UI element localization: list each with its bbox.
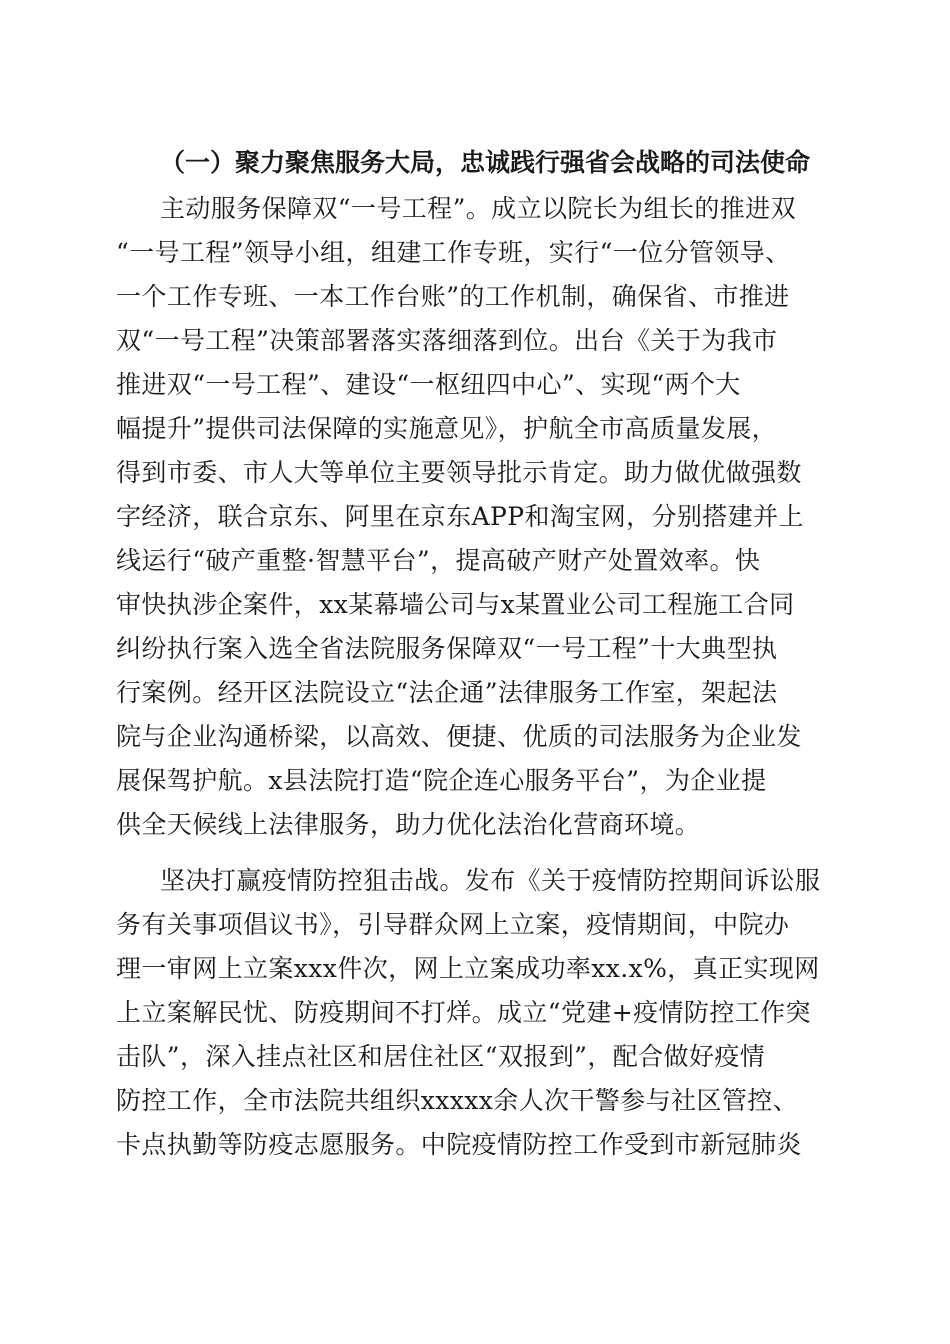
paragraph-line: 务有关事项倡议书》，引导群众网上立案，疫情期间，中院办 [116,910,790,939]
paragraph-line: 院与企业沟通桥梁，以高效、便捷、优质的司法服务为企业发 [116,722,802,751]
paragraph-line: 行案例。经开区法院设立“法企通”法律服务工作室，架起法 [116,678,778,707]
paragraph-line: “一号工程”领导小组，组建工作专班，实行“一位分管领导、 [116,238,791,267]
paragraph-line: 纠纷执行案入选全省法院服务保障双“一号工程”十大典型执 [116,634,778,663]
paragraph-line: 击队”，深入挂点社区和居住社区“双报到”，配合做好疫情 [116,1042,766,1071]
paragraph-line: 坚决打赢疫情防控狙击战。发布《关于疫情防控期间诉讼服 [160,866,821,895]
paragraph-line: 卡点执勤等防疫志愿服务。中院疫情防控工作受到市新冠肺炎 [116,1130,802,1159]
paragraph-line: 字经济，联合京东、阿里在京东APP和淘宝网，分别搭建并上 [116,502,804,531]
paragraph-line: 得到市委、市人大等单位主要领导批示肯定。助力做优做强数 [116,458,802,487]
paragraph-line: 理一审网上立案xxx件次，网上立案成功率xx.x%，真正实现网 [116,954,820,983]
section-heading: （一）聚力聚焦服务大局，忠诚践行强省会战略的司法使命 [160,148,811,177]
paragraph-line: 幅提升”提供司法保障的实施意见》，护航全市高质量发展， [116,414,778,443]
paragraph-line: 防控工作，全市法院共组织xxxxx余人次干警参与社区管控、 [116,1086,799,1115]
paragraph-line: 一个工作专班、一本工作台账”的工作机制，确保省、市推进 [116,282,790,311]
paragraph-line: 供全天候线上法律服务，助力优化法治化营商环境。 [116,810,701,839]
paragraph-line: 主动服务保障双“一号工程”。成立以院长为组长的推进双 [160,194,796,223]
paragraph-line: 线运行“破产重整·智慧平台”，提高破产财产处置效率。快 [116,546,761,575]
paragraph-line: 上立案解民忧、防疫期间不打烊。成立“党建+疫情防控工作突 [116,998,811,1027]
paragraph-line: 推进双“一号工程”、建设“一枢纽四中心”、实现“两个大 [116,370,741,399]
paragraph-line: 展保驾护航。x县法院打造“院企连心服务平台”，为企业提 [116,766,767,795]
paragraph-line: 审快执涉企案件，xx某幕墙公司与x某置业公司工程施工合同 [116,590,795,619]
paragraph-line: 双“一号工程”决策部署落实落细落到位。出台《关于为我市 [116,326,778,355]
